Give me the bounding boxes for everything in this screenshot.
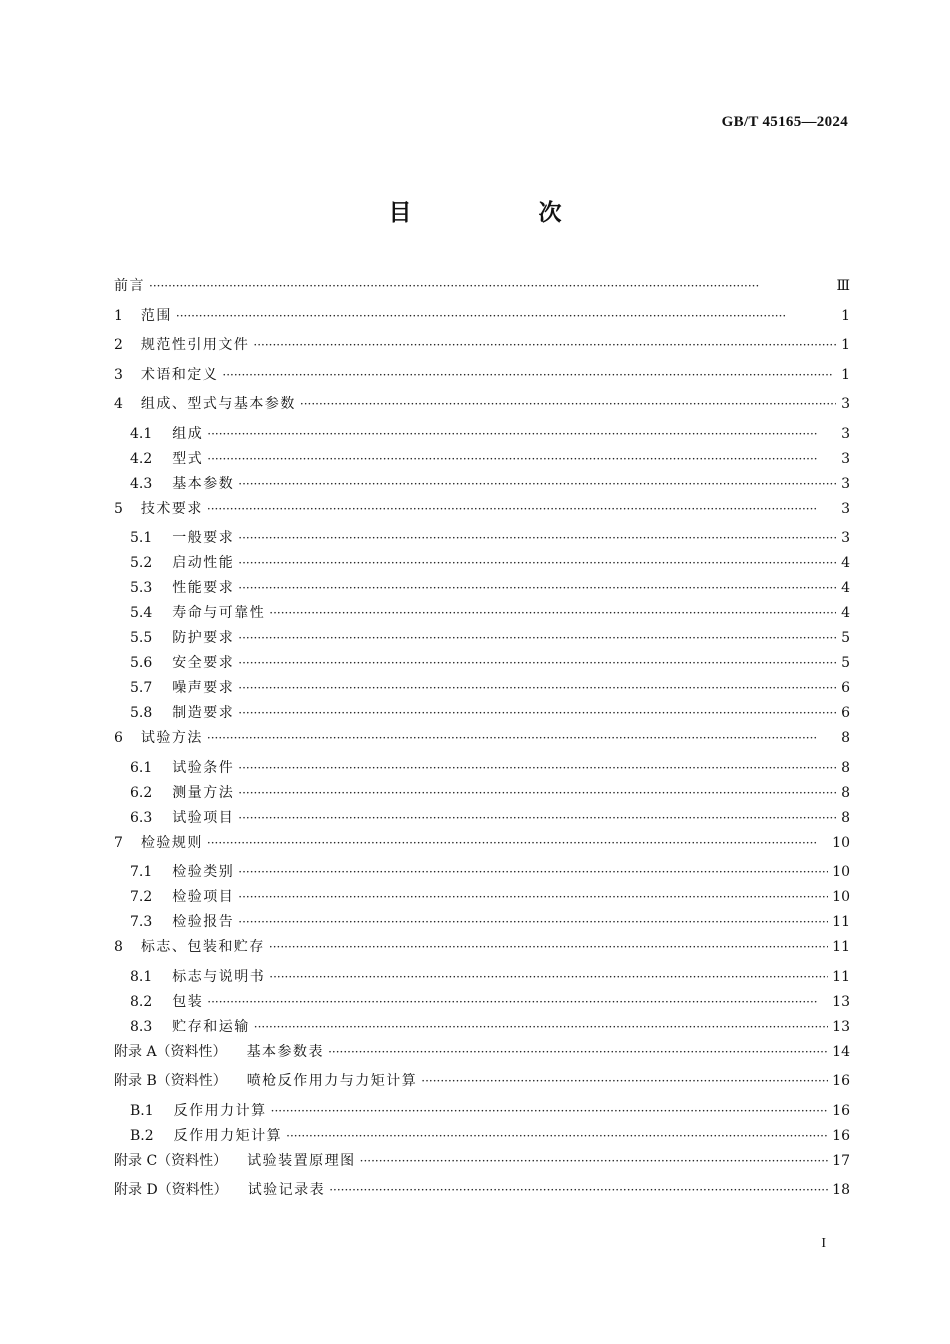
toc-entry[interactable] xyxy=(114,701,850,726)
toc-entry-label: 型式 xyxy=(172,450,204,467)
toc-entry-page: 8 xyxy=(841,730,850,746)
toc-entry-label: 启动性能 xyxy=(172,555,235,571)
toc-entry-number: 7.3 xyxy=(130,914,153,930)
toc-entry[interactable] xyxy=(114,756,850,781)
toc-leader-dots xyxy=(176,304,836,329)
toc-entry-label: 喷枪反作用力与力矩计算 xyxy=(246,1073,418,1089)
toc-entry-page: 10 xyxy=(832,834,850,851)
toc-entry-page: Ⅲ xyxy=(836,278,850,294)
toc-entry-number: 5.1 xyxy=(130,530,153,546)
toc-entry[interactable] xyxy=(114,1069,850,1099)
toc-entry[interactable] xyxy=(114,1015,850,1040)
toc-leader-dots xyxy=(238,526,836,551)
toc-entry-page: 14 xyxy=(832,1043,850,1060)
toc-leader-dots xyxy=(329,1178,828,1203)
toc-entry-number: 6.2 xyxy=(130,784,153,801)
toc-leader-dots xyxy=(207,831,828,856)
toc-leader-dots xyxy=(238,756,836,781)
toc-entry-label: 试验装置原理图 xyxy=(247,1152,356,1169)
toc-entry-page: 13 xyxy=(832,1018,850,1035)
toc-entry-number: 4 xyxy=(114,396,123,412)
toc-leader-dots xyxy=(238,551,836,576)
toc-entry-label: 检验报告 xyxy=(172,914,235,930)
toc-entry-page: 8 xyxy=(841,809,850,826)
toc-entry-page: 4 xyxy=(841,555,850,571)
toc-entry-number: 3 xyxy=(114,366,123,383)
toc-leader-dots xyxy=(360,1149,829,1174)
toc-entry[interactable] xyxy=(114,726,850,756)
toc-entry[interactable] xyxy=(114,304,850,334)
toc-leader-dots xyxy=(286,1124,828,1149)
toc-entry-page: 13 xyxy=(832,993,850,1010)
toc-entry[interactable] xyxy=(114,447,850,472)
toc-leader-dots xyxy=(300,392,836,417)
toc-entry-number: 附录 D（资料性） xyxy=(114,1182,228,1198)
toc-entry-number: 5.7 xyxy=(130,680,153,696)
toc-entry-number: 5.8 xyxy=(130,705,153,721)
toc-leader-dots xyxy=(254,1015,828,1040)
toc-entry-number: 5 xyxy=(114,500,123,517)
toc-entry-page: 3 xyxy=(841,530,850,546)
toc-entry-page: 5 xyxy=(841,630,850,646)
toc-entry-number: 7 xyxy=(114,834,123,851)
toc-leader-dots xyxy=(207,422,836,447)
toc-entry-number: 附录 B（资料性） xyxy=(114,1073,227,1089)
toc-entry[interactable] xyxy=(114,1178,850,1208)
toc-entry-label: 噪声要求 xyxy=(172,680,235,696)
toc-leader-dots xyxy=(238,626,836,651)
toc-entry-page: 1 xyxy=(841,307,850,324)
toc-entry[interactable] xyxy=(114,885,850,910)
toc-entry-page: 6 xyxy=(841,680,850,696)
toc-leader-dots xyxy=(207,990,828,1015)
toc-entry-label: 组成、型式与基本参数 xyxy=(140,396,296,412)
toc-entry-number: 6.1 xyxy=(130,759,153,776)
toc-entry-label: 基本参数表 xyxy=(246,1043,325,1060)
toc-entry[interactable] xyxy=(114,935,850,965)
toc-leader-dots xyxy=(238,806,836,831)
toc-entry[interactable] xyxy=(114,526,850,551)
toc-entry[interactable] xyxy=(114,806,850,831)
toc-entry-number: 5.4 xyxy=(130,605,153,621)
toc-leader-dots xyxy=(207,497,836,522)
toc-leader-dots xyxy=(238,676,836,701)
toc-entry-number: 8.1 xyxy=(130,968,153,985)
toc-leader-dots xyxy=(253,333,836,358)
toc-entry-page: 3 xyxy=(841,475,850,492)
toc-entry-number: 5.6 xyxy=(130,655,153,671)
toc-entry-label: 标志与说明书 xyxy=(172,968,266,985)
toc-entry-label: 性能要求 xyxy=(172,580,235,596)
toc-leader-dots xyxy=(269,965,828,990)
toc-entry-number: 8.2 xyxy=(130,993,153,1010)
toc-leader-dots xyxy=(207,447,836,472)
toc-entry[interactable] xyxy=(114,965,850,990)
toc-entry-label: 防护要求 xyxy=(172,630,235,646)
toc-leader-dots xyxy=(238,910,828,935)
toc-entry-label: 包装 xyxy=(172,993,204,1010)
toc-entry-page: 16 xyxy=(832,1127,850,1144)
toc-entry-page: 1 xyxy=(841,337,850,353)
toc-entry[interactable] xyxy=(114,910,850,935)
toc-leader-dots xyxy=(328,1040,828,1065)
toc-entry[interactable] xyxy=(114,781,850,806)
toc-entry-label: 安全要求 xyxy=(172,655,235,671)
toc-entry-label: 检验项目 xyxy=(172,889,235,905)
toc-entry-page: 3 xyxy=(841,500,850,517)
standard-number: GB/T 45165—2024 xyxy=(721,114,848,130)
toc-entry-label: 组成 xyxy=(172,425,204,442)
toc-entry[interactable] xyxy=(114,551,850,576)
toc-entry[interactable] xyxy=(114,651,850,676)
toc-leader-dots xyxy=(271,1099,829,1124)
toc-entry[interactable] xyxy=(114,990,850,1015)
toc-leader-dots xyxy=(207,726,836,751)
toc-entry-label: 反作用力矩计算 xyxy=(173,1127,283,1144)
toc-entry-label: 前言 xyxy=(114,278,145,294)
toc-entry-number: 8.3 xyxy=(130,1018,153,1035)
toc-title: 目 次 xyxy=(388,200,614,226)
toc-entry-page: 4 xyxy=(841,605,850,621)
toc-entry-number: 7.2 xyxy=(130,889,153,905)
toc-entry-label: 寿命与可靠性 xyxy=(172,605,266,621)
toc-entry-label: 检验规则 xyxy=(140,834,203,851)
toc-entry-page: 18 xyxy=(832,1182,850,1198)
toc-entry-label: 检验类别 xyxy=(172,864,235,880)
toc-entry-label: 试验记录表 xyxy=(247,1182,326,1198)
toc-entry-label: 贮存和运输 xyxy=(172,1018,250,1035)
toc-entry[interactable] xyxy=(114,363,850,393)
toc-entry[interactable] xyxy=(114,472,850,497)
toc-entry-page: 10 xyxy=(832,889,850,905)
toc-entry[interactable] xyxy=(114,1040,850,1070)
toc-leader-dots xyxy=(238,885,828,910)
page-number: I xyxy=(821,1236,826,1251)
toc-entry-number: 6.3 xyxy=(130,809,153,826)
toc-entry-number: 附录 C（资料性） xyxy=(114,1152,228,1169)
toc-entry-page: 3 xyxy=(841,450,850,467)
toc-entry-page: 16 xyxy=(832,1102,850,1119)
toc-leader-dots xyxy=(269,935,828,960)
toc-entry-label: 范围 xyxy=(140,307,172,324)
toc-entry[interactable] xyxy=(114,576,850,601)
toc-leader-dots xyxy=(238,701,836,726)
toc-leader-dots xyxy=(238,576,836,601)
toc-entry[interactable] xyxy=(114,497,850,527)
toc-entry-number: 7.1 xyxy=(130,864,153,880)
toc-leader-dots xyxy=(149,274,832,299)
toc-leader-dots xyxy=(238,860,828,885)
toc-entry-page: 3 xyxy=(841,425,850,442)
toc-entry-page: 6 xyxy=(841,705,850,721)
toc-entry-label: 反作用力计算 xyxy=(173,1102,267,1119)
toc-entry-page: 1 xyxy=(841,366,850,383)
toc-entry-page: 11 xyxy=(832,914,850,930)
toc-leader-dots xyxy=(238,472,836,497)
toc-entry-number: 2 xyxy=(114,337,123,353)
toc-entry[interactable] xyxy=(114,676,850,701)
toc-entry-page: 11 xyxy=(832,939,850,955)
toc-entry-label: 术语和定义 xyxy=(140,366,219,383)
toc-entry-label: 标志、包装和贮存 xyxy=(140,939,265,955)
toc-entry-number: 4.1 xyxy=(130,425,153,442)
toc-entry-number: B.1 xyxy=(130,1102,154,1119)
toc-entry-number: 1 xyxy=(114,307,123,324)
toc-entry-label: 试验条件 xyxy=(172,759,235,776)
toc-leader-dots xyxy=(238,651,836,676)
toc-entry[interactable] xyxy=(114,626,850,651)
toc-entry-label: 制造要求 xyxy=(172,705,235,721)
toc-entry[interactable] xyxy=(114,392,850,422)
toc-entry[interactable] xyxy=(114,860,850,885)
toc-entry-number: 5.2 xyxy=(130,555,153,571)
toc-entry-number: 8 xyxy=(114,939,123,955)
toc-entry-page: 5 xyxy=(841,655,850,671)
toc-entry-number: 4.2 xyxy=(130,450,153,467)
toc-entry-label: 试验项目 xyxy=(172,809,235,826)
toc-entry[interactable] xyxy=(114,1124,850,1149)
toc-entry[interactable] xyxy=(114,1149,850,1179)
toc-entry-label: 一般要求 xyxy=(172,530,235,546)
toc-entry[interactable] xyxy=(114,274,850,304)
toc-leader-dots xyxy=(269,601,836,626)
toc-entry[interactable] xyxy=(114,831,850,861)
toc-entry-page: 3 xyxy=(841,396,850,412)
toc-entry-label: 基本参数 xyxy=(172,475,235,492)
toc-entry-page: 10 xyxy=(832,864,850,880)
toc-entry[interactable] xyxy=(114,601,850,626)
toc-entry-number: 5.5 xyxy=(130,630,153,646)
toc-entry-page: 8 xyxy=(841,784,850,801)
toc-entry-page: 17 xyxy=(832,1152,850,1169)
toc-entry-number: B.2 xyxy=(130,1127,154,1144)
toc-entry-page: 4 xyxy=(841,580,850,596)
toc-entry-page: 16 xyxy=(832,1073,850,1089)
toc-entry[interactable] xyxy=(114,333,850,363)
table-of-contents xyxy=(114,274,850,1208)
toc-entry-label: 试验方法 xyxy=(140,730,203,746)
toc-leader-dots xyxy=(222,363,836,388)
toc-entry-label: 规范性引用文件 xyxy=(140,337,250,353)
toc-entry-number: 附录 A（资料性） xyxy=(114,1043,227,1060)
toc-entry-page: 11 xyxy=(832,968,850,985)
toc-entry-label: 测量方法 xyxy=(172,784,235,801)
toc-entry-number: 5.3 xyxy=(130,580,153,596)
toc-entry[interactable] xyxy=(114,1099,850,1124)
toc-entry-page: 8 xyxy=(841,759,850,776)
toc-leader-dots xyxy=(238,781,836,806)
toc-leader-dots xyxy=(421,1069,828,1094)
toc-entry-number: 4.3 xyxy=(130,475,153,492)
toc-entry-label: 技术要求 xyxy=(140,500,203,517)
toc-entry-number: 6 xyxy=(114,730,123,746)
toc-entry[interactable] xyxy=(114,422,850,447)
